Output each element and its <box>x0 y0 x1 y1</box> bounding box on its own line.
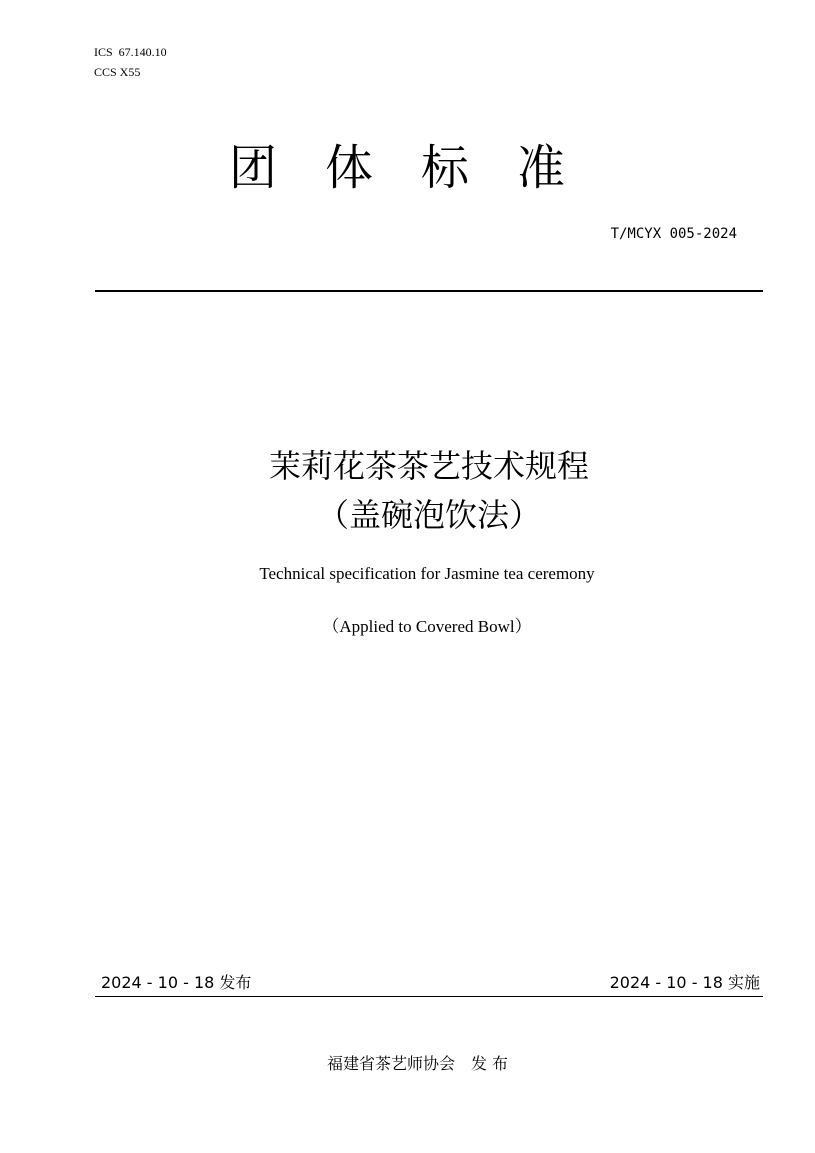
classification-codes <box>94 42 167 82</box>
ics-code: ICS 67.140.10 <box>94 45 167 59</box>
title-chinese-line-1: 茉莉花茶茶艺技术规程 <box>268 447 589 485</box>
top-divider <box>95 290 763 292</box>
standard-number: T/MCYX 005-2024 <box>610 226 737 242</box>
bottom-divider <box>95 996 763 997</box>
title-chinese-line-2: （盖碗泡饮法） <box>316 496 541 534</box>
implementation-date: 2024 - 10 - 18 实施 <box>609 973 760 992</box>
title-english-line-1: Technical specification for Jasmine tea ceremony <box>259 564 595 583</box>
publisher-line: 福建省茶艺师协会 发 布 <box>326 1054 509 1073</box>
issue-date: 2024 - 10 - 18 发布 <box>101 973 252 992</box>
ccs-code: CCS X55 <box>94 65 141 79</box>
document-type-heading: 团体标准 <box>228 140 613 196</box>
title-english-line-2: （Applied to Covered Bowl） <box>322 617 532 636</box>
